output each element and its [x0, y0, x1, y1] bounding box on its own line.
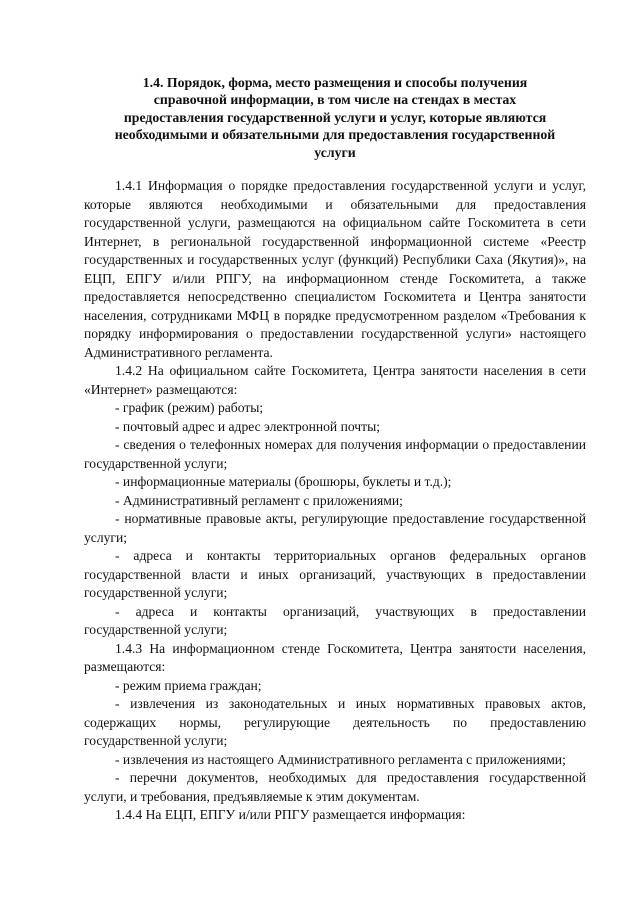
- list-item: - график (режим) работы;: [115, 400, 264, 416]
- list-item: - режим приема граждан;: [115, 677, 262, 693]
- section-heading: 1.4. Порядок, форма, место размещения и способы получения справочной информации, в том числе на стендах в местах предоставления государственной услуги и услуг, которые являются необходимыми и обязательными для предоставления государственной услуги: [114, 75, 556, 160]
- list-item: - Административный регламент с приложениями;: [115, 492, 403, 508]
- list-item: - нормативные правовые акты, регулирующие предоставление государственной услуги;: [84, 511, 586, 545]
- list-item: - извлечения из законодательных и иных нормативных правовых актов, содержащих нормы, регулирующие деятельность по предоставлению государственной услуги;: [84, 696, 586, 749]
- list-item: - адреса и контакты организаций, участвующих в предоставлении государственной услуги;: [84, 603, 586, 638]
- paragraph-1-4-2-intro: 1.4.2 На официальном сайте Госкомитета, Центра занятости населения в сети «Интернет» размещаются:: [84, 363, 586, 397]
- paragraph-1-4-3-intro: 1.4.3 На информационном стенде Госкомитета, Центра занятости населения, размещаются:: [84, 640, 586, 675]
- list-item: - почтовый адрес и адрес электронной почты;: [115, 418, 380, 434]
- list-item: - информационные материалы (брошюры, буклеты и т.д.);: [115, 474, 452, 490]
- list-item: - сведения о телефонных номерах для получения информации о предоставлении государственной услуги;: [84, 437, 586, 471]
- list-item: - извлечения из настоящего Административного регламента с приложениями;: [115, 751, 566, 767]
- paragraph-1-4-1: 1.4.1 Информация о порядке предоставления государственной услуги и услуг, которые являются необходимыми и обязательными для предоставления государственной услуги, размещаются на официальном сайте Госкомитета в сети Интернет, в региональной государственной информационной системе «Реестр государственных и государственных услуг (функций) Республики Саха (Якутия)», на ЕЦП, ЕПГУ и/или РПГУ, на информационном стенде Госкомитета, а также предоставляется непосредственно специалистом Госкомитета и Центра занятости населения, сотрудниками МФЦ в порядке предусмотренном разделом «Требования к порядку информирования о предоставлении государственной услуги» настоящего Административного регламента.: [84, 178, 586, 360]
- paragraph-1-4-4: 1.4.4 На ЕЦП, ЕПГУ и/или РПГУ размещается информация:: [115, 807, 466, 823]
- document-page: [84, 74, 586, 825]
- list-item: - адреса и контакты территориальных органов федеральных органов государственной власти и иных организаций, участвующих в предоставлении государственной услуги;: [84, 548, 586, 601]
- list-item: - перечни документов, необходимых для предоставления государственной услуги, и требования, предъявляемые к этим документам.: [84, 770, 586, 804]
